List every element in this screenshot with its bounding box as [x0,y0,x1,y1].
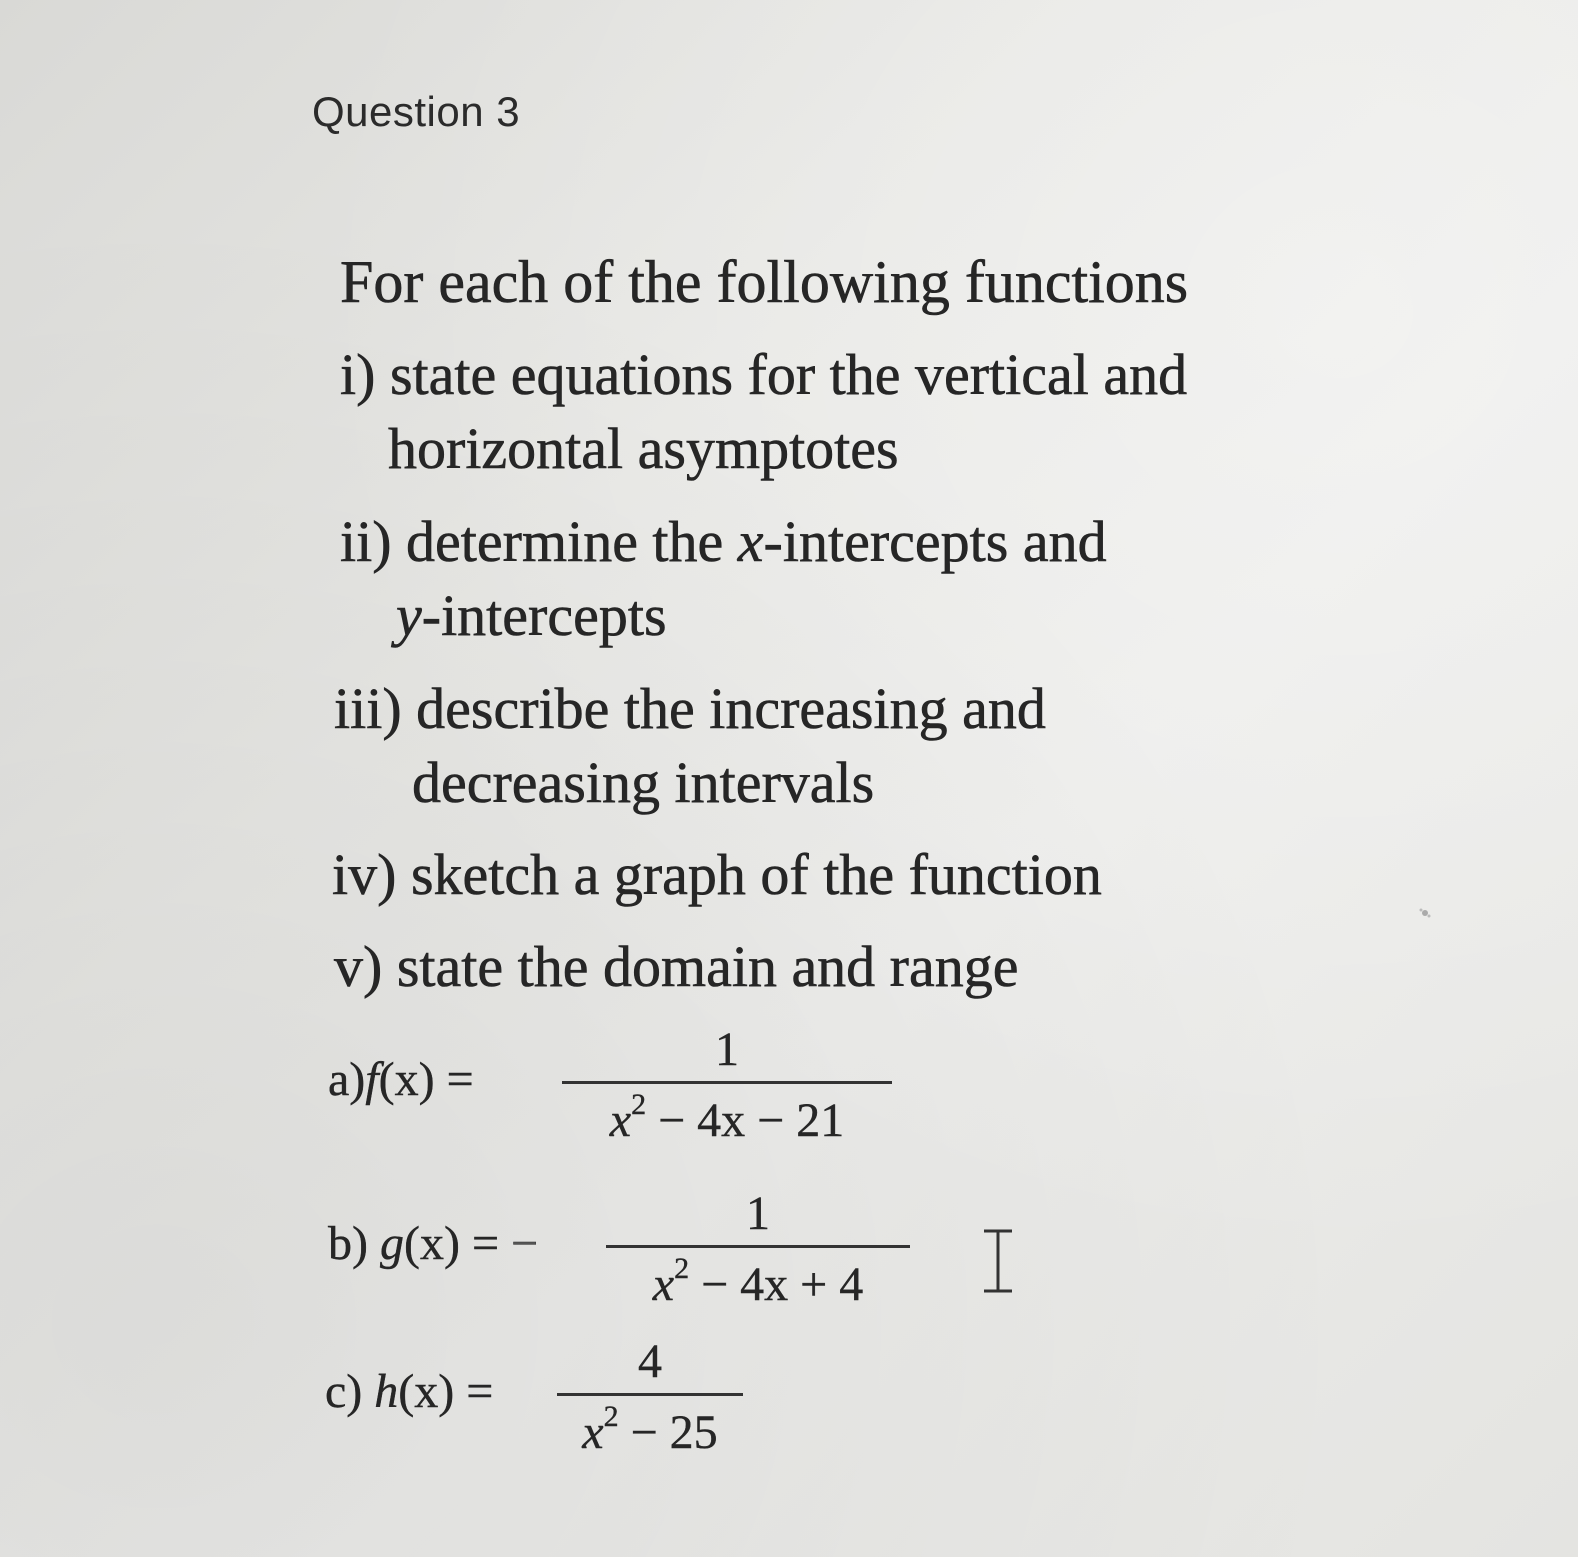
fraction-bar [562,1081,892,1084]
task-text: state the domain and range [396,934,1019,999]
function-name: f [365,1053,379,1106]
task-text-continued: decreasing intervals [412,750,875,815]
screen-speck [1418,906,1432,920]
task-number: iv) [332,842,397,907]
task-iv [332,838,1102,912]
equals-sign: = [446,1053,474,1106]
task-text: -intercepts and [763,509,1107,574]
function-label: c) [325,1365,363,1418]
task-text: state equations for the vertical and [389,342,1188,407]
task-text: sketch a graph of the function [410,842,1102,907]
variable-y: y [396,583,422,648]
fraction-bar [557,1393,743,1396]
question-title: Question 3 [312,88,521,135]
task-v [334,930,1019,1004]
task-text-continued: -intercepts [421,583,667,648]
instructions-intro: For each of the following functions [340,249,1189,315]
fraction-bar [606,1245,910,1248]
task-iii [334,672,1046,820]
function-arg: (x) [378,1053,435,1106]
text-cursor-icon [980,1228,1016,1294]
function-name: h [374,1365,399,1418]
task-text: determine the [406,509,738,574]
function-name: g [379,1217,404,1270]
task-number: v) [334,934,383,999]
variable-x: x [737,509,764,574]
function-label: a) [328,1053,366,1106]
equals-sign: = [466,1365,494,1418]
denominator: $x^2 - 4x - 21$ [609,1088,845,1147]
negative-sign: − [511,1217,539,1270]
fraction [557,1334,743,1460]
function-arg: (x) [403,1217,460,1270]
function-label: b) [328,1217,368,1270]
task-number: i) [340,342,376,407]
task-number: ii) [340,509,392,574]
task-text: describe the increasing and [416,676,1046,741]
equals-sign: = [471,1217,500,1270]
function-arg: (x) [398,1365,455,1418]
task-ii [340,505,1107,653]
task-number: iii) [334,676,402,741]
numerator: 1 [715,1023,739,1076]
numerator: 4 [638,1335,662,1388]
task-i [340,338,1187,486]
fraction [606,1186,910,1312]
function-a [328,1023,928,1158]
numerator: 1 [746,1187,770,1240]
denominator: $x^2 - 25$ [582,1400,718,1459]
function-c [325,1335,765,1470]
denominator: $x^2 - 4x + 4$ [652,1252,864,1311]
fraction [562,1022,892,1148]
task-text-continued: horizontal asymptotes [388,416,899,481]
function-b [328,1187,948,1322]
